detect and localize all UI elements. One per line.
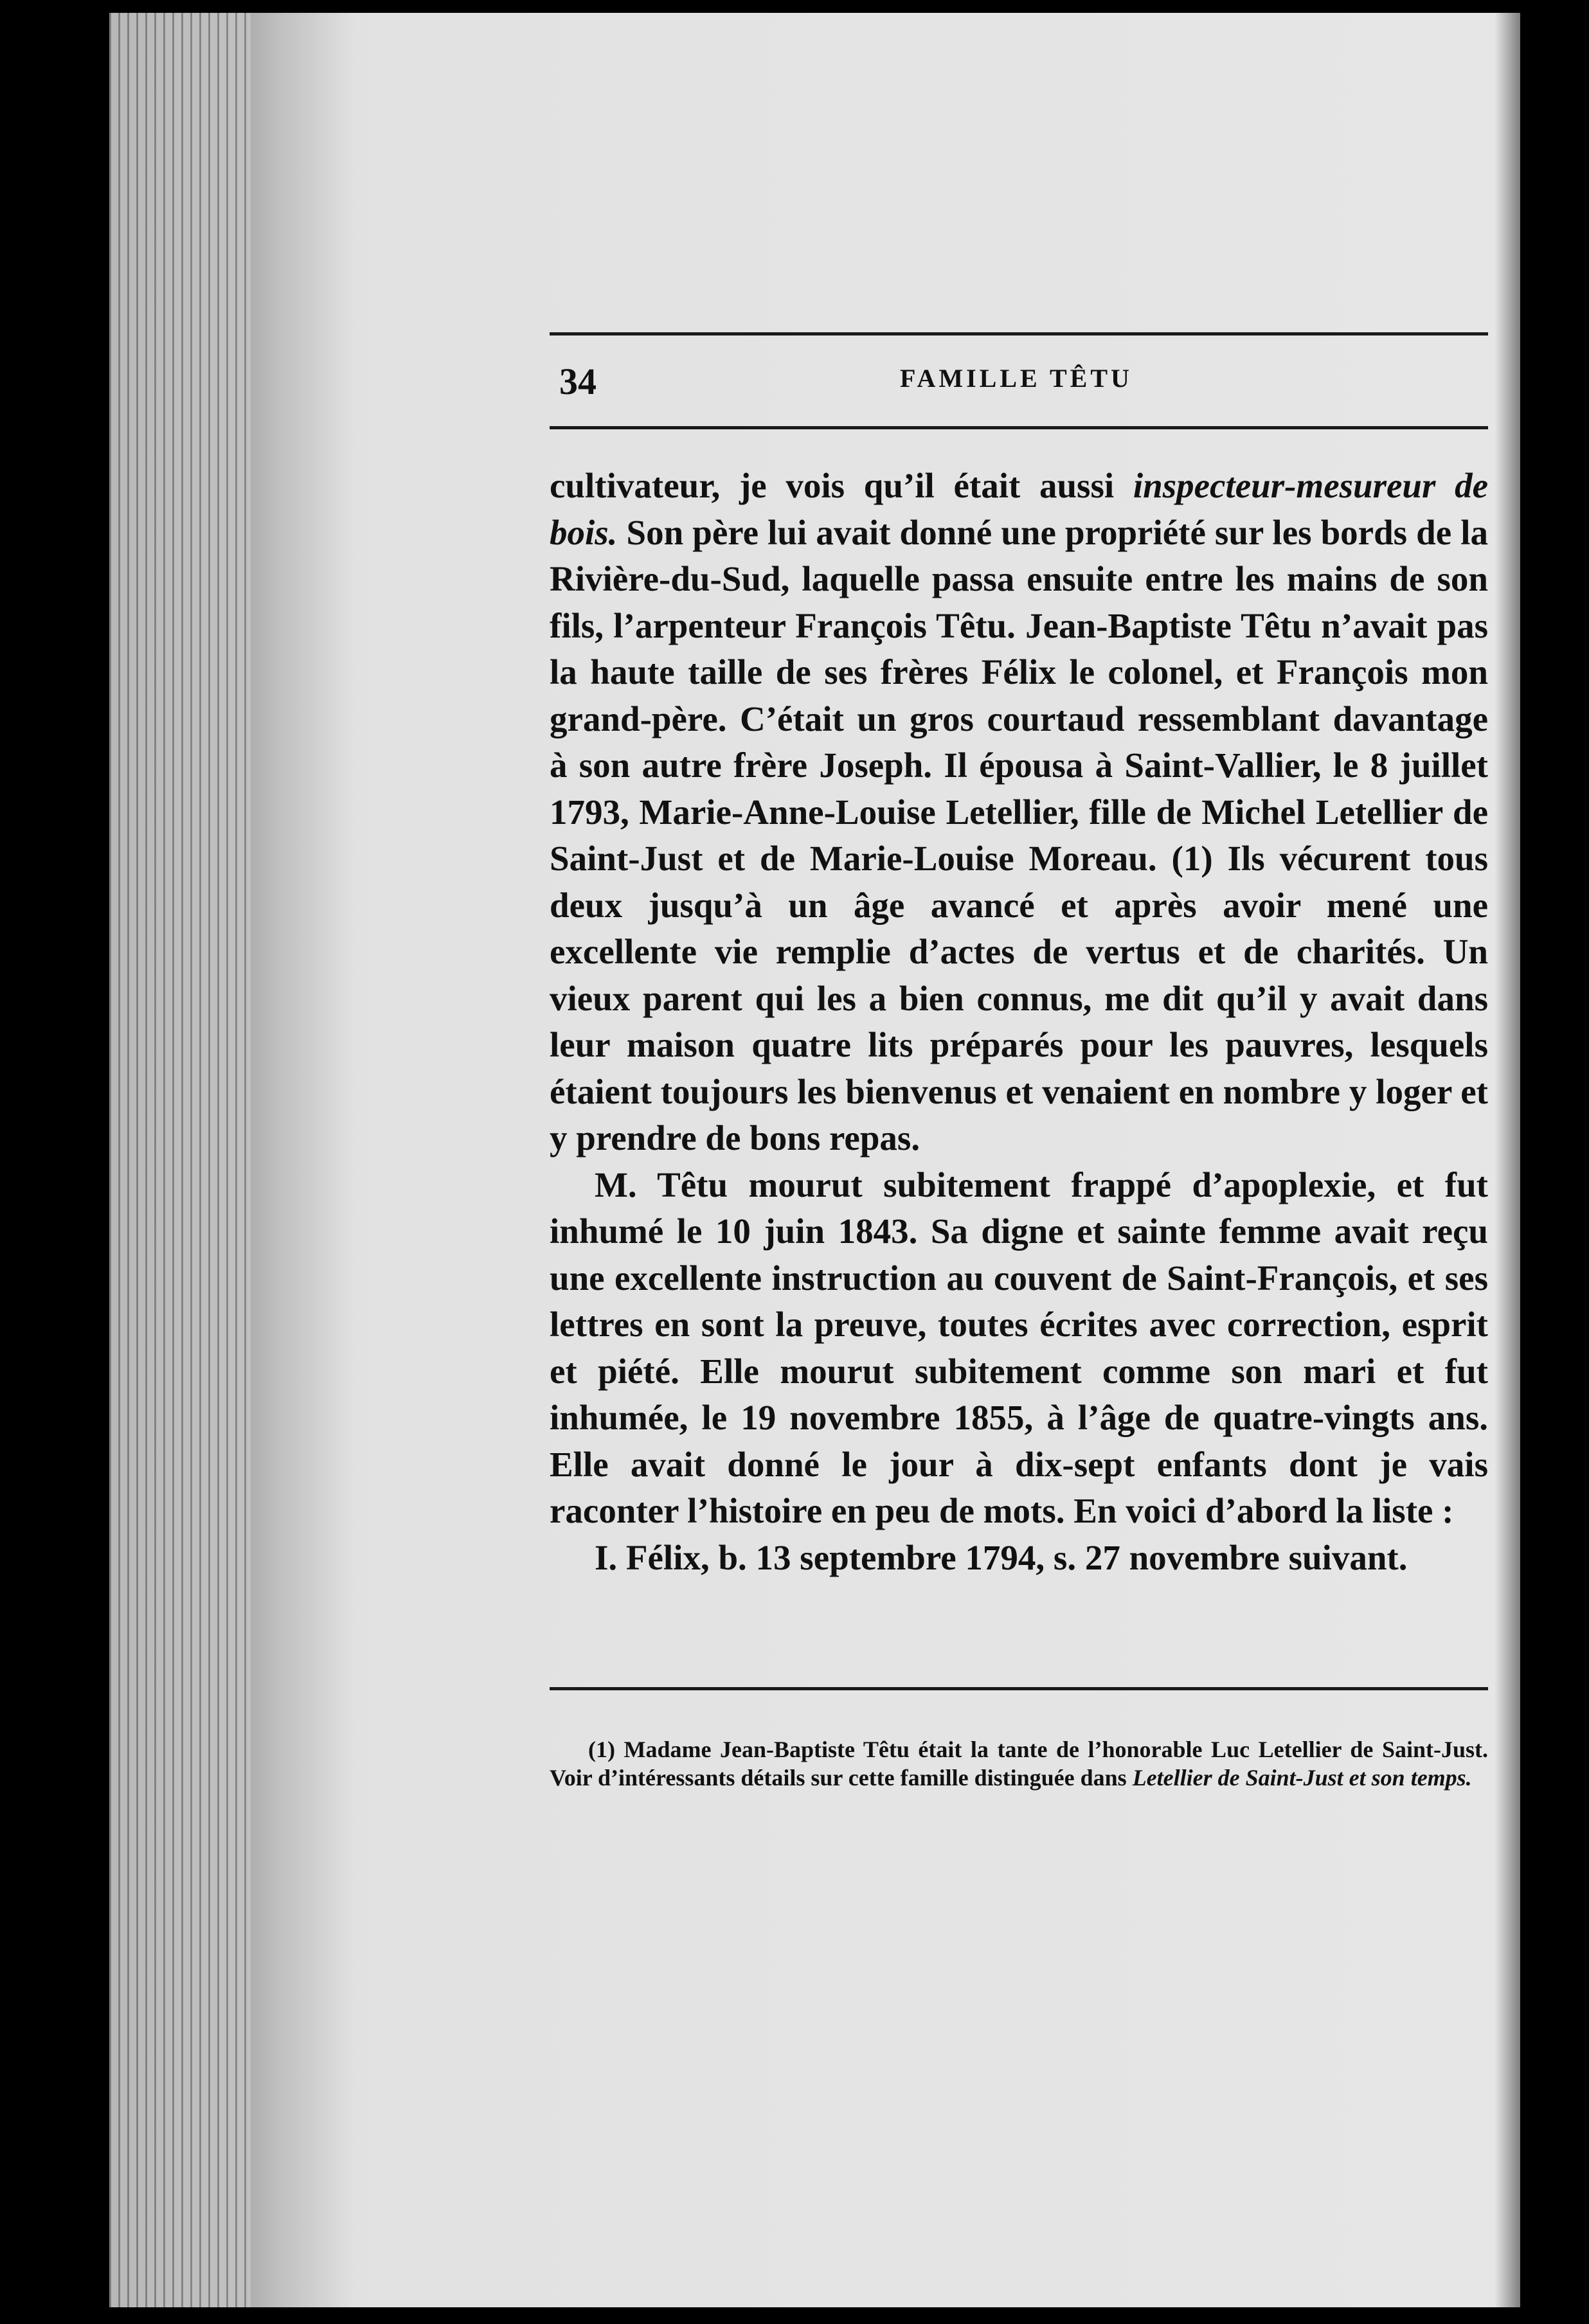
footnote-book-title: Letellier de Saint-Just et son temps. — [1132, 1765, 1472, 1791]
gutter-shadow — [251, 13, 354, 2307]
page-edges — [109, 13, 251, 2307]
footnote-text: (1) Madame Jean-Baptiste Têtu était la tante de l’honorable Luc Letellier de Saint-Just. Voir d’intéressants détails sur cette famille distinguée dans — [550, 1737, 1488, 1791]
right-edge-shadow — [1495, 13, 1520, 2307]
paragraph-1-start: cultivateur, je vois qu’il était aussi — [550, 466, 1133, 505]
paragraph-3: I. Félix, b. 13 septembre 1794, s. 27 novembre suivant. — [595, 1537, 1408, 1577]
paragraph-1-italic: inspecteur-mesureur de bois. — [550, 466, 1489, 552]
body-text — [550, 463, 1488, 1581]
header-bottom-rule — [550, 426, 1488, 429]
footnote — [550, 1735, 1488, 1792]
paragraph-1-rest: Son père lui avait donné une propriété sur les bords de la Rivière-du-Sud, laquelle passa ensuite entre les mains de son fils, l’arpenteur François Têtu. Jean-Baptiste Têtu n’avait pas la haute taille de ses frères Félix le colonel, et François mon grand-père. C’était un gros courtaud ressemblant davantage à son autre frère Joseph. Il épousa à Saint-Vallier, le 8 juillet 1793, Marie-Anne-Louise Letellier, fille de Michel Letellier de Saint-Just et de Marie-Louise Moreau. (1) Ils vécurent tous deux jusqu’à un âge avancé et après avoir mené une excellente vie remplie d’actes de vertus et de charités. Un vieux parent qui les a bien connus, me dit qu’il y avait dans leur maison quatre lits préparés pour les pauvres, lesquels étaient toujours les bienvenus et venaient en nombre y loger et y prendre de bons repas. — [550, 512, 1488, 1158]
header-top-rule — [550, 332, 1488, 335]
page-number: 34 — [559, 361, 597, 402]
footnote-paragraph — [550, 1735, 1488, 1792]
paragraph-2: M. Têtu mourut subitement frappé d’apoplexie, et fut inhumé le 10 juin 1843. Sa digne et sainte femme avait reçu une excellente instruction au couvent de Saint-François, et ses lettres en sont la preuve, toutes écrites avec correction, esprit et piété. Elle mourut subitement comme son mari et fut inhumée, le 19 novembre 1855, à l’âge de quatre-vingts ans. Elle avait donné le jour à dix-sept enfants dont je vais raconter l’histoire en peu de mots. En voici d’abord la liste : — [550, 1165, 1488, 1530]
footnote-rule — [550, 1687, 1488, 1690]
book-page — [109, 13, 1520, 2307]
running-head: FAMILLE TÊTU — [900, 364, 1133, 393]
paragraph-1 — [550, 463, 1488, 1162]
